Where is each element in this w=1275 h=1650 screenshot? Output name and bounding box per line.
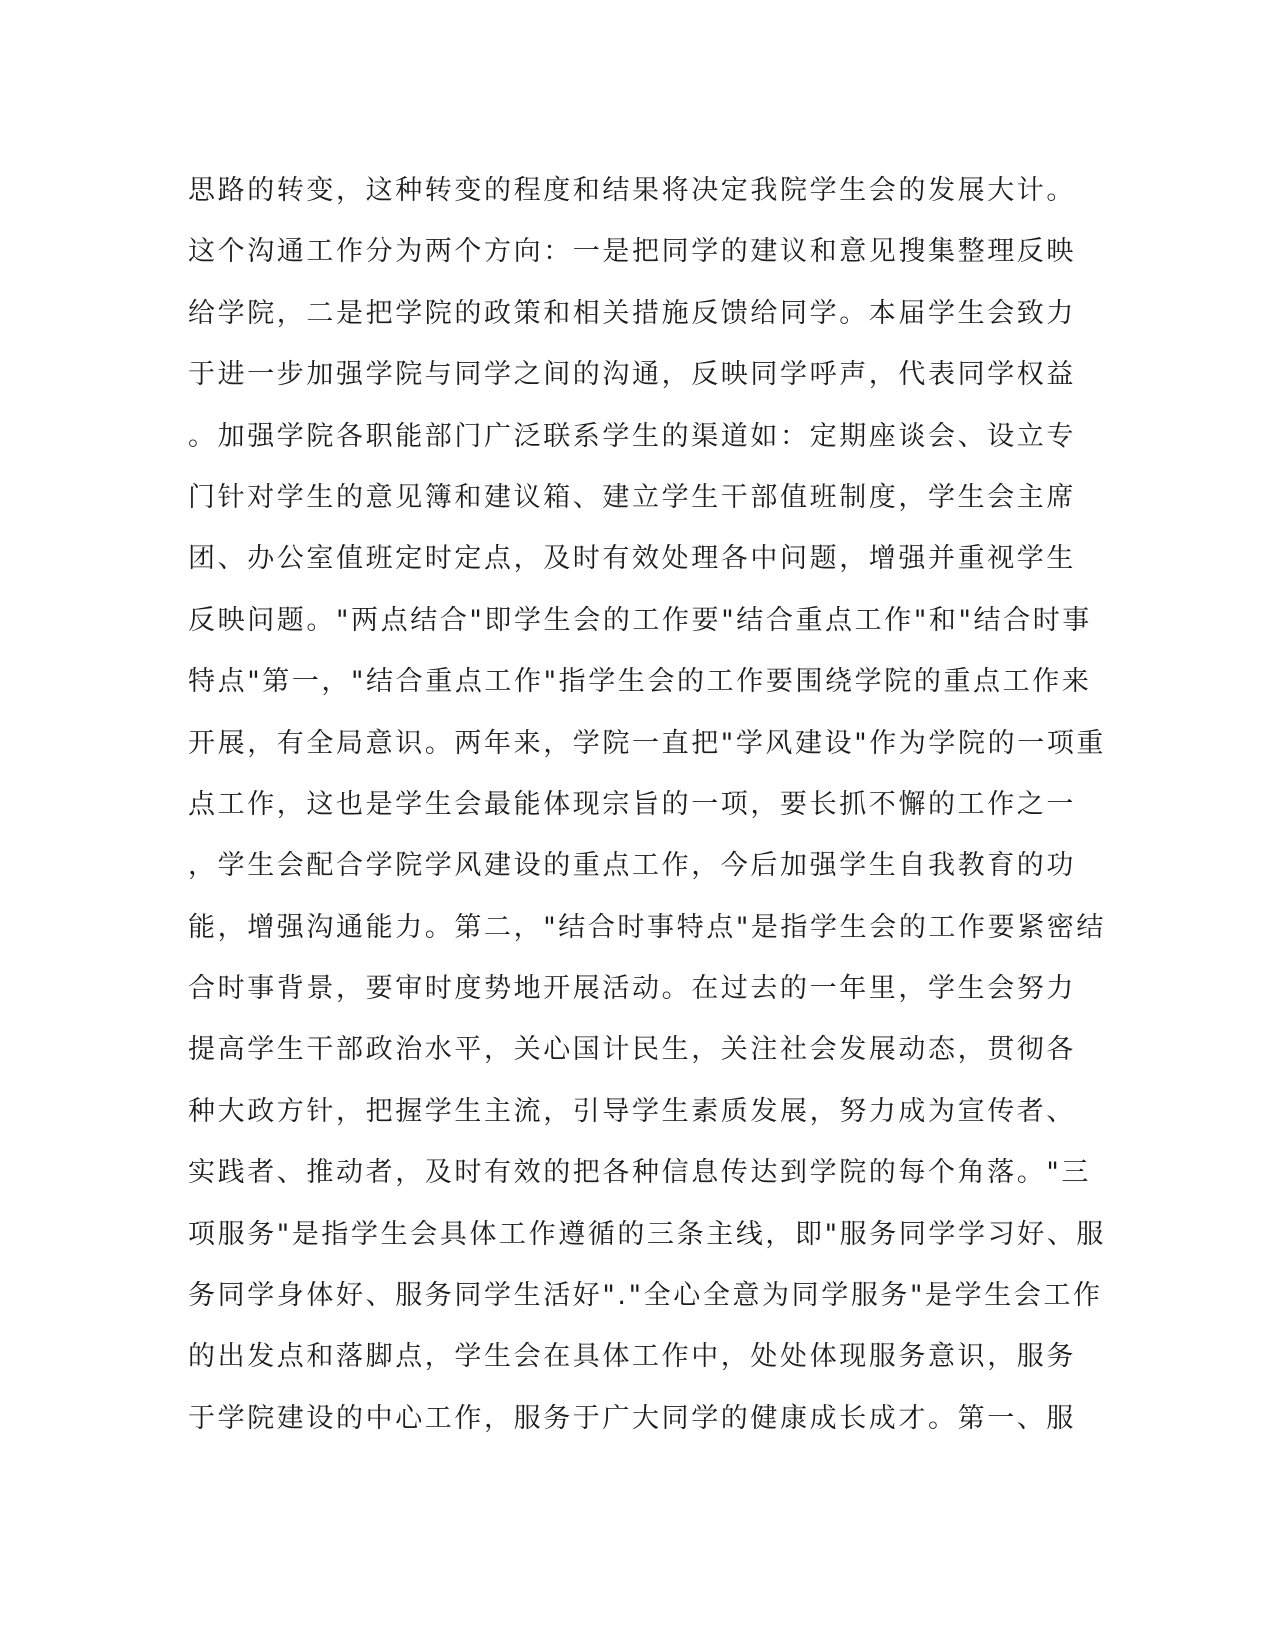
- text-line-14: 合时事背景，要审时度势地开展活动。在过去的一年里，学生会努力: [188, 973, 1076, 1005]
- text-line-10: 开展，有全局意识。两年来，学院一直把"学风建设"作为学院的一项重: [188, 727, 1107, 759]
- text-line-5: 。加强学院各职能部门广泛联系学生的渠道如：定期座谈会、设立专: [188, 420, 1076, 452]
- text-line-12: ，学生会配合学院学风建设的重点工作，今后加强学生自我教育的功: [188, 850, 1076, 882]
- text-line-19: 务同学身体好、服务同学生活好"."全心全意为同学服务"是学生会工作: [188, 1280, 1103, 1312]
- text-line-13: 能，增强沟通能力。第二，"结合时事特点"是指学生会的工作要紧密结: [188, 911, 1107, 943]
- text-line-6: 门针对学生的意见簿和建议箱、建立学生干部值班制度，学生会主席: [188, 481, 1076, 513]
- text-line-15: 提高学生干部政治水平，关心国计民生，关注社会发展动态，贯彻各: [188, 1034, 1076, 1066]
- text-line-8: 反映问题。"两点结合"即学生会的工作要"结合重点工作"和"结合时事: [188, 604, 1092, 636]
- text-line-21: 于学院建设的中心工作，服务于广大同学的健康成长成才。第一、服: [188, 1402, 1076, 1434]
- text-line-7: 团、办公室值班定时定点，及时有效处理各中问题，增强并重视学生: [188, 543, 1076, 575]
- text-line-4: 于进一步加强学院与同学之间的沟通，反映同学呼声，代表同学权益: [188, 359, 1076, 391]
- text-line-16: 种大政方针，把握学生主流，引导学生素质发展，努力成为宣传者、: [188, 1095, 1076, 1127]
- text-line-17: 实践者、推动者，及时有效的把各种信息传达到学院的每个角落。"三: [188, 1157, 1092, 1189]
- text-line-11: 点工作，这也是学生会最能体现宗旨的一项，要长抓不懈的工作之一: [188, 788, 1076, 820]
- text-line-20: 的出发点和落脚点，学生会在具体工作中，处处体现服务意识，服务: [188, 1341, 1076, 1373]
- text-line-3: 给学院，二是把学院的政策和相关措施反馈给同学。本届学生会致力: [188, 297, 1076, 329]
- text-line-2: 这个沟通工作分为两个方向：一是把同学的建议和意见搜集整理反映: [188, 236, 1076, 268]
- body-text: [188, 160, 1107, 1449]
- text-line-9: 特点"第一，"结合重点工作"指学生会的工作要围绕学院的重点工作来: [188, 666, 1092, 698]
- text-line-1: 思路的转变，这种转变的程度和结果将决定我院学生会的发展大计。: [188, 175, 1076, 206]
- text-line-18: 项服务"是指学生会具体工作遵循的三条主线，即"服务同学学习好、服: [188, 1218, 1107, 1250]
